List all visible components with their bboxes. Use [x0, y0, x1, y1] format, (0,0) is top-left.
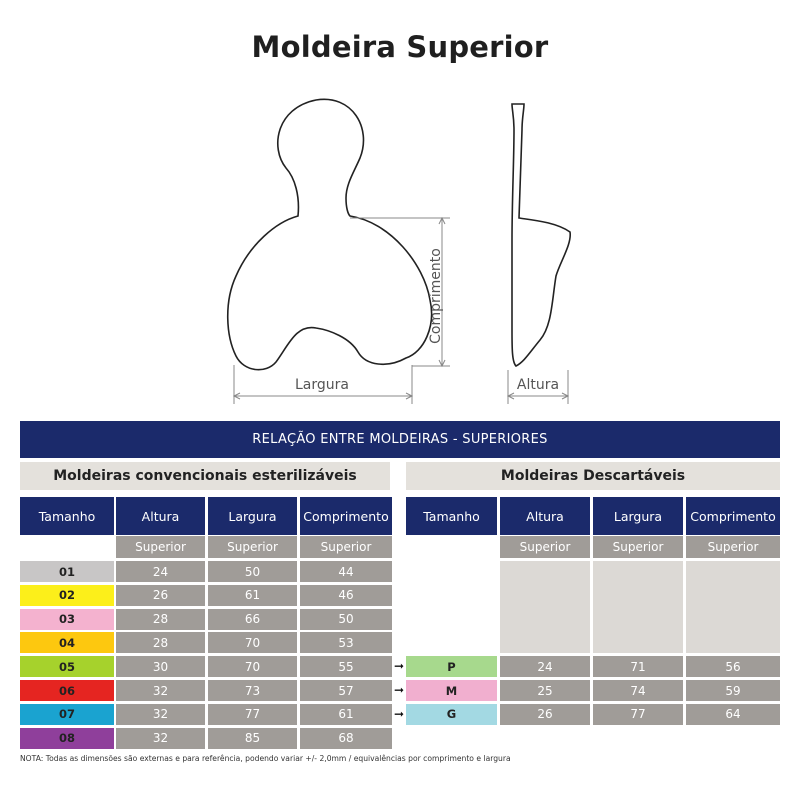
header-comprimento-right: Comprimento [686, 497, 780, 535]
altura-value: 25 [500, 680, 590, 701]
size-swatch-04: 04 [20, 632, 114, 653]
section-conventional: Moldeiras convencionais esterilizáveis [20, 462, 390, 490]
comprimento-value: 50 [300, 609, 392, 630]
altura-value: 26 [500, 704, 590, 725]
size-swatch-03: 03 [20, 609, 114, 630]
altura-value: 28 [116, 632, 205, 653]
comprimento-value: 59 [686, 680, 780, 701]
empty-cell [500, 561, 590, 653]
comprimento-value: 61 [300, 704, 392, 725]
comprimento-value: 46 [300, 585, 392, 606]
header-altura-right: Altura [500, 497, 590, 535]
subheader-superior: Superior [300, 536, 392, 558]
size-swatch-P: P [406, 656, 497, 677]
largura-value: 71 [593, 656, 683, 677]
largura-value: 77 [593, 704, 683, 725]
altura-label: Altura [516, 377, 560, 393]
altura-value: 28 [116, 609, 205, 630]
altura-value: 26 [116, 585, 205, 606]
header-tamanho-right: Tamanho [406, 497, 497, 535]
empty-cell [686, 561, 780, 653]
arrow-icon: ➞ [394, 706, 405, 721]
altura-value: 32 [116, 704, 205, 725]
altura-value: 32 [116, 728, 205, 749]
header-comprimento-left: Comprimento [300, 497, 392, 535]
altura-value: 32 [116, 680, 205, 701]
subheader-superior: Superior [208, 536, 297, 558]
subheader-superior: Superior [116, 536, 205, 558]
largura-value: 66 [208, 609, 297, 630]
size-swatch-07: 07 [20, 704, 114, 725]
size-swatch-02: 02 [20, 585, 114, 606]
section-disposable: Moldeiras Descartáveis [406, 462, 780, 490]
comprimento-value: 68 [300, 728, 392, 749]
tray-front-outline [228, 99, 432, 369]
size-swatch-G: G [406, 704, 497, 725]
tray-side-outline [512, 104, 570, 366]
subheader-superior: Superior [686, 536, 780, 558]
comprimento-value: 64 [686, 704, 780, 725]
arrow-icon: ➞ [394, 683, 405, 697]
comprimento-value: 55 [300, 656, 392, 677]
altura-value: 24 [500, 656, 590, 677]
comprimento-value: 57 [300, 680, 392, 701]
comprimento-value: 56 [686, 656, 780, 677]
footnote: NOTA: Todas as dimensões são externas e para referência, podendo variar +/- 2,0mm / equivalências por comprimento e largura [20, 754, 511, 763]
size-swatch-08: 08 [20, 728, 114, 749]
largura-value: 70 [208, 656, 297, 677]
empty-cell [593, 561, 683, 653]
largura-value: 74 [593, 680, 683, 701]
comprimento-value: 44 [300, 561, 392, 582]
subheader-superior: Superior [500, 536, 590, 558]
header-largura-left: Largura [208, 497, 297, 535]
altura-value: 24 [116, 561, 205, 582]
arrow-icon: ➞ [394, 659, 405, 674]
subheader-superior: Superior [593, 536, 683, 558]
largura-value: 77 [208, 704, 297, 725]
page-title: Moldeira Superior [251, 30, 549, 64]
largura-value: 70 [208, 632, 297, 653]
header-tamanho-left: Tamanho [20, 497, 114, 535]
size-swatch-01: 01 [20, 561, 114, 582]
largura-value: 61 [208, 585, 297, 606]
size-swatch-06: 06 [20, 680, 114, 701]
comprimento-label: Comprimento [428, 248, 444, 344]
largura-value: 50 [208, 561, 297, 582]
header-altura-left: Altura [116, 497, 205, 535]
largura-value: 85 [208, 728, 297, 749]
comprimento-value: 53 [300, 632, 392, 653]
size-swatch-05: 05 [20, 656, 114, 677]
largura-value: 73 [208, 680, 297, 701]
altura-value: 30 [116, 656, 205, 677]
size-swatch-M: M [406, 680, 497, 701]
largura-label: Largura [295, 377, 349, 393]
header-largura-right: Largura [593, 497, 683, 535]
table-banner: RELAÇÃO ENTRE MOLDEIRAS - SUPERIORES [20, 421, 780, 458]
